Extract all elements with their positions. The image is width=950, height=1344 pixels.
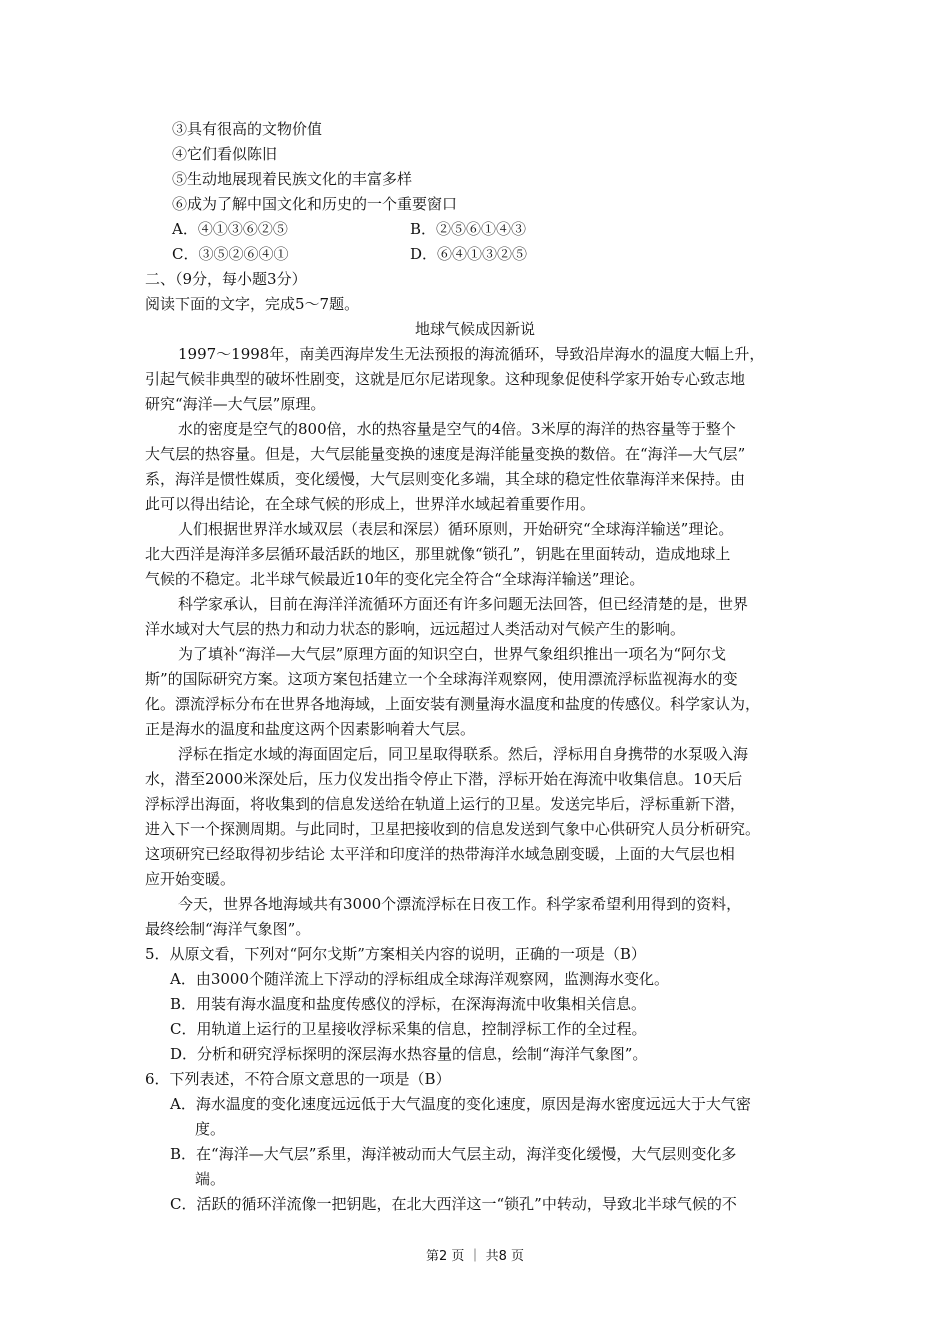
question-6-option-c: C．活跃的循环洋流像一把钥匙，在北大西洋这一“锁孔”中转动，导致北半球气候的不 <box>170 1195 737 1213</box>
passage-line: 为了填补“海洋—大气层”原理方面的知识空白，世界气象组织推出一项名为“阿尔戈 <box>178 645 727 663</box>
question-6-option-b: B．在“海洋—大气层”系里，海洋被动而大气层主动，海洋变化缓慢，大气层则变化多 <box>170 1145 737 1163</box>
passage-line: 水的密度是空气的800倍，水的热容量是空气的4倍。3米厚的海洋的热容量等于整个 <box>178 420 736 438</box>
choice-d: D．⑥④①③②⑤ <box>410 245 528 263</box>
passage-line: 斯”的国际研究方案。这项方案包括建立一个全球海洋观察网，使用漂流浮标监视海水的变 <box>145 670 738 688</box>
passage-line: 此可以得出结论，在全球气候的形成上，世界洋水域起着重要作用。 <box>145 495 596 513</box>
passage-line: 北大西洋是海洋多层循环最活跃的地区，那里就像“锁孔”，钥匙在里面转动，造成地球上 <box>145 545 731 563</box>
question-6-stem: 6．下列表述，不符合原文意思的一项是（B） <box>145 1070 451 1088</box>
passage-line: 引起气候非典型的破坏性剧变，这就是厄尔尼诺现象。这种现象促使科学家开始专心致志地 <box>145 370 746 388</box>
passage-line: 大气层的热容量。但是，大气层能量变换的速度是海洋能量变换的数倍。在“海洋—大气层” <box>145 445 746 463</box>
passage-line: 化。漂流浮标分布在世界各地海域，上面安装有测量海水温度和盐度的传感仪。科学家认为， <box>145 695 761 713</box>
passage-line: 气候的不稳定。北半球气候最近10年的变化完全符合“全球海洋输送”理论。 <box>145 570 645 588</box>
question-5-option-d: D．分析和研究浮标探明的深层海水热容量的信息，绘制“海洋气象图”。 <box>170 1045 648 1063</box>
passage-line: 这项研究已经取得初步结论 太平洋和印度洋的热带海洋水域急剧变暖，上面的大气层也相 <box>145 845 735 863</box>
passage-line: 浮标浮出海面，将收集到的信息发送给在轨道上运行的卫星。发送完毕后，浮标重新下潜， <box>145 795 746 813</box>
choice-c: C．③⑤②⑥④① <box>172 245 289 263</box>
passage-line: 系，海洋是惯性媒质，变化缓慢，大气层则变化多端，其全球的稳定性依靠海洋来保持。由 <box>145 470 746 488</box>
passage-title: 地球气候成因新说 <box>414 320 535 338</box>
question-5-option-a: A．由3000个随洋流上下浮动的浮标组成全球海洋观察网，监测海水变化。 <box>170 970 670 988</box>
question-5-option-c: C．用轨道上运行的卫星接收浮标采集的信息，控制浮标工作的全过程。 <box>170 1020 647 1038</box>
passage-line: 人们根据世界洋水域双层（表层和深层）循环原则，开始研究“全球海洋输送”理论。 <box>178 520 734 538</box>
passage-line: 进入下一个探测周期。与此同时，卫星把接收到的信息发送到气象中心供研究人员分析研究。 <box>145 820 761 838</box>
passage-line: 今天，世界各地海域共有3000个漂流浮标在日夜工作。科学家希望利用得到的资料， <box>178 895 742 913</box>
passage-line: 正是海水的温度和盐度这两个因素影响着大气层。 <box>145 720 476 738</box>
option-5: ⑤生动地展现着民族文化的丰富多样 <box>172 170 413 188</box>
option-6: ⑥成为了解中国文化和历史的一个重要窗口 <box>172 195 458 213</box>
passage-line: 研究“海洋—大气层”原理。 <box>145 395 326 413</box>
question-5-stem: 5．从原文看，下列对“阿尔戈斯”方案相关内容的说明，正确的一项是（B） <box>145 945 646 963</box>
question-6-option-b-cont: 端。 <box>195 1170 226 1188</box>
option-4: ④它们看似陈旧 <box>172 145 278 163</box>
passage-line: 最终绘制“海洋气象图”。 <box>145 920 311 938</box>
question-6-option-a: A．海水温度的变化速度远远低于大气温度的变化速度，原因是海水密度远远大于大气密 <box>170 1095 751 1113</box>
question-6-option-a-cont: 度。 <box>195 1120 226 1138</box>
passage-line: 水，潜至2000米深处后，压力仪发出指令停止下潜，浮标开始在海流中收集信息。10天后 <box>145 770 743 788</box>
passage-line: 浮标在指定水域的海面固定后，同卫星取得联系。然后，浮标用自身携带的水泵吸入海 <box>178 745 749 763</box>
passage-line: 应开始变暖。 <box>145 870 236 888</box>
passage-line: 科学家承认，目前在海洋洋流循环方面还有许多问题无法回答，但已经清楚的是，世界 <box>178 595 749 613</box>
passage-line: 1997～1998年，南美西海岸发生无法预报的海流循环，导致沿岸海水的温度大幅上升， <box>178 345 765 363</box>
passage-line: 洋水域对大气层的热力和动力状态的影响，远远超过人类活动对气候产生的影响。 <box>145 620 686 638</box>
section-heading: 二、（9分，每小题3分） <box>145 270 307 288</box>
option-3: ③具有很高的文物价值 <box>172 120 323 138</box>
section-instruction: 阅读下面的文字，完成5～7题。 <box>145 295 360 313</box>
page-footer: 第2 页 ｜ 共8 页 <box>425 1249 525 1264</box>
choice-b: B．②⑤⑥①④③ <box>410 220 527 238</box>
question-5-option-b: B．用装有海水温度和盐度传感仪的浮标，在深海海流中收集相关信息。 <box>170 995 647 1013</box>
choice-a: A．④①③⑥②⑤ <box>172 220 288 238</box>
